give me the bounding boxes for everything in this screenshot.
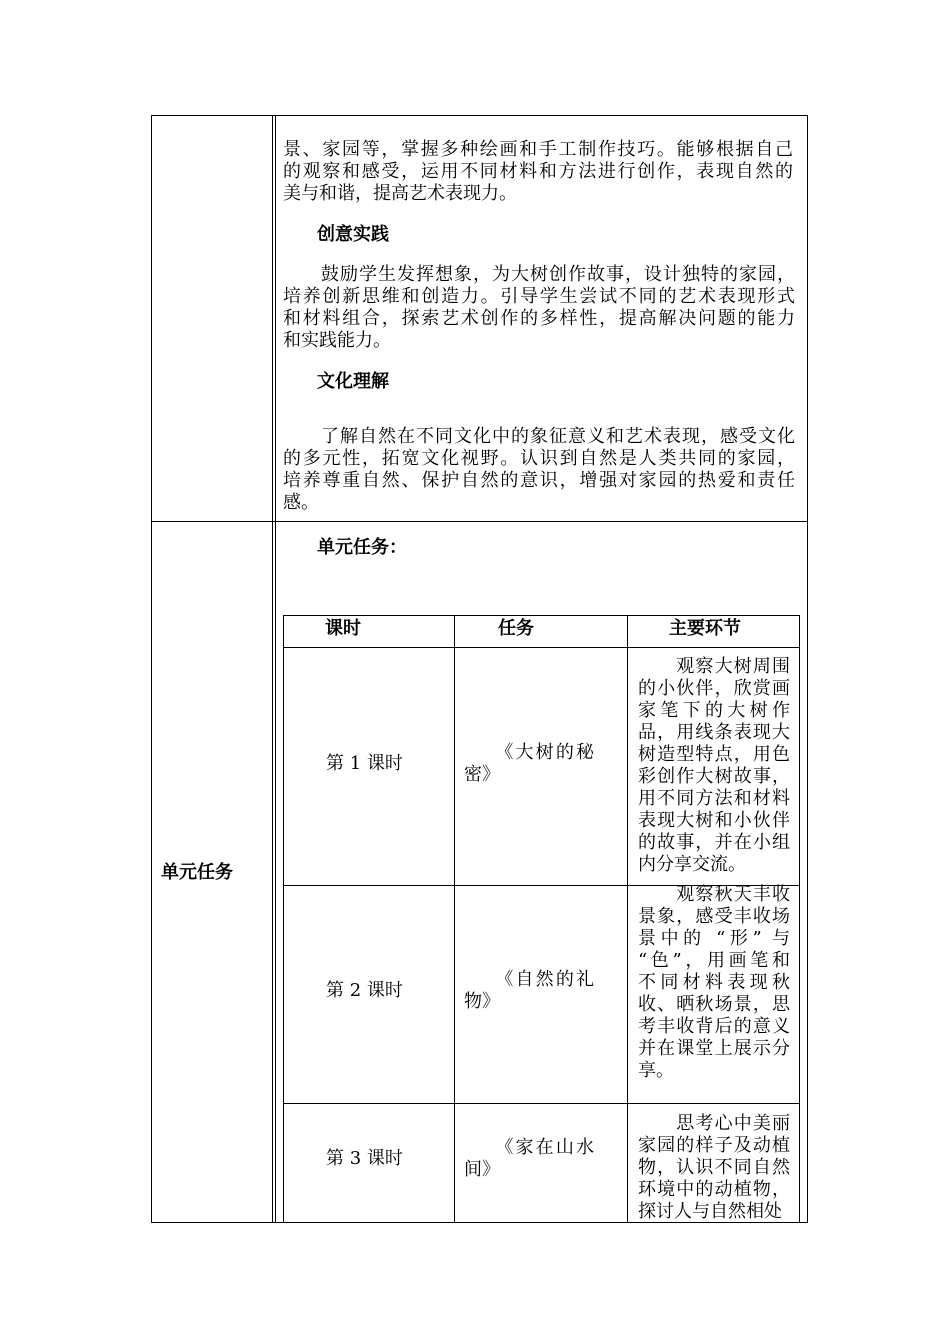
text-line: 《家在山水 xyxy=(464,1137,594,1158)
text-line: 表现大树和小伙伴 xyxy=(638,810,790,831)
text-line: 了解自然在不同文化中的象征意义和艺术表现，感受文化 xyxy=(283,426,795,447)
text-line: 彩创作大树故事， xyxy=(638,766,790,787)
text-line: 树造型特点，用色 xyxy=(638,744,790,765)
text-line: 物，认识不同自然 xyxy=(638,1157,790,1178)
text-line: 培养创新思维和创造力。引导学生尝试不同的艺术表现形式 xyxy=(283,286,795,307)
paragraph-2 xyxy=(283,264,795,352)
text-line: 的小伙伴，欣赏画 xyxy=(638,678,790,699)
header-task: 任务 xyxy=(498,618,534,639)
heading-creative-practice: 创意实践 xyxy=(317,224,389,245)
text-line: 景象，感受丰收场 xyxy=(638,906,790,927)
text-line: 收、晒秋场景，思 xyxy=(638,994,790,1015)
text-line: 和材料组合，探索艺术创作的多样性，提高解决问题的能力 xyxy=(283,308,795,329)
text-line: 并在课堂上展示分 xyxy=(638,1038,790,1059)
text-line: 和实践能力。 xyxy=(283,330,391,351)
lesson-1: 第 1 课时 xyxy=(326,753,403,774)
outer-border-left xyxy=(151,115,152,1223)
text-line: 家笔下的大树作 xyxy=(638,700,790,721)
row-label-unit-task: 单元任务 xyxy=(161,862,233,883)
text-line: 密》 xyxy=(464,764,500,785)
text-line: 内分享交流。 xyxy=(638,854,746,875)
outer-row-divider xyxy=(151,521,808,522)
text-line: 景、家园等，掌握多种绘画和手工制作技巧。能够根据自己 xyxy=(283,139,793,160)
paragraph-3 xyxy=(283,426,795,514)
text-line: 不同材料表现秋 xyxy=(638,972,790,993)
inner-col-divider-2 xyxy=(627,615,628,1223)
steps-2 xyxy=(638,884,790,1082)
inner-border-right xyxy=(799,615,800,1223)
text-line: “色”，用画笔和 xyxy=(638,950,790,971)
outer-col-divider-2 xyxy=(275,115,276,1223)
outer-col-divider xyxy=(272,115,273,1223)
text-line: 享。 xyxy=(638,1060,674,1081)
text-line: 物》 xyxy=(464,991,500,1012)
text-line: 美与和谐，提高艺术表现力。 xyxy=(283,183,517,204)
text-line: 环境中的动植物， xyxy=(638,1179,790,1200)
steps-3 xyxy=(638,1113,790,1223)
lesson-3: 第 3 课时 xyxy=(326,1148,403,1169)
text-line: 培养尊重自然、保护自然的意识，增强对家园的热爱和责任 xyxy=(283,470,795,491)
text-line: 的故事，并在小组 xyxy=(638,832,790,853)
text-line: 家园的样子及动植 xyxy=(638,1135,790,1156)
lesson-2: 第 2 课时 xyxy=(326,980,403,1001)
text-line: 用不同方法和材料 xyxy=(638,788,790,809)
inner-header-divider xyxy=(283,647,800,648)
task-3 xyxy=(464,1137,594,1181)
text-line: 鼓励学生发挥想象，为大树创作故事，设计独特的家园， xyxy=(283,264,795,285)
text-line: 感。 xyxy=(283,492,319,513)
task-1 xyxy=(464,742,594,786)
text-line: 考丰收背后的意义 xyxy=(638,1016,790,1037)
unit-task-intro: 单元任务： xyxy=(317,537,407,558)
paragraph-1 xyxy=(283,139,793,205)
task-2 xyxy=(464,969,594,1013)
text-line: 观察大树周围 xyxy=(638,656,790,677)
inner-border-left xyxy=(283,615,284,1223)
text-line: 《自然的礼 xyxy=(464,969,594,990)
text-line: 的多元性，拓宽文化视野。认识到自然是人类共同的家园， xyxy=(283,448,795,469)
header-lesson: 课时 xyxy=(325,618,361,639)
text-line: 的观察和感受，运用不同材料和方法进行创作，表现自然的 xyxy=(283,161,793,182)
heading-cultural-understanding: 文化理解 xyxy=(317,371,389,392)
text-line: 品，用线条表现大 xyxy=(638,722,790,743)
inner-row-divider-2 xyxy=(283,1103,800,1104)
outer-border-top xyxy=(151,115,808,116)
inner-border-top xyxy=(283,615,800,616)
text-line: 《大树的秘 xyxy=(464,742,594,763)
steps-1 xyxy=(638,656,790,876)
text-line: 思考心中美丽 xyxy=(638,1113,790,1134)
header-main-steps: 主要环节 xyxy=(669,618,741,639)
outer-border-right xyxy=(807,115,808,1223)
text-line: 探讨人与自然相处 xyxy=(638,1201,782,1222)
text-line: 景中的 “形” 与 xyxy=(638,928,790,949)
text-line: 间》 xyxy=(464,1159,500,1180)
text-line: 观察秋天丰收 xyxy=(638,884,790,905)
inner-col-divider-1 xyxy=(454,615,455,1223)
